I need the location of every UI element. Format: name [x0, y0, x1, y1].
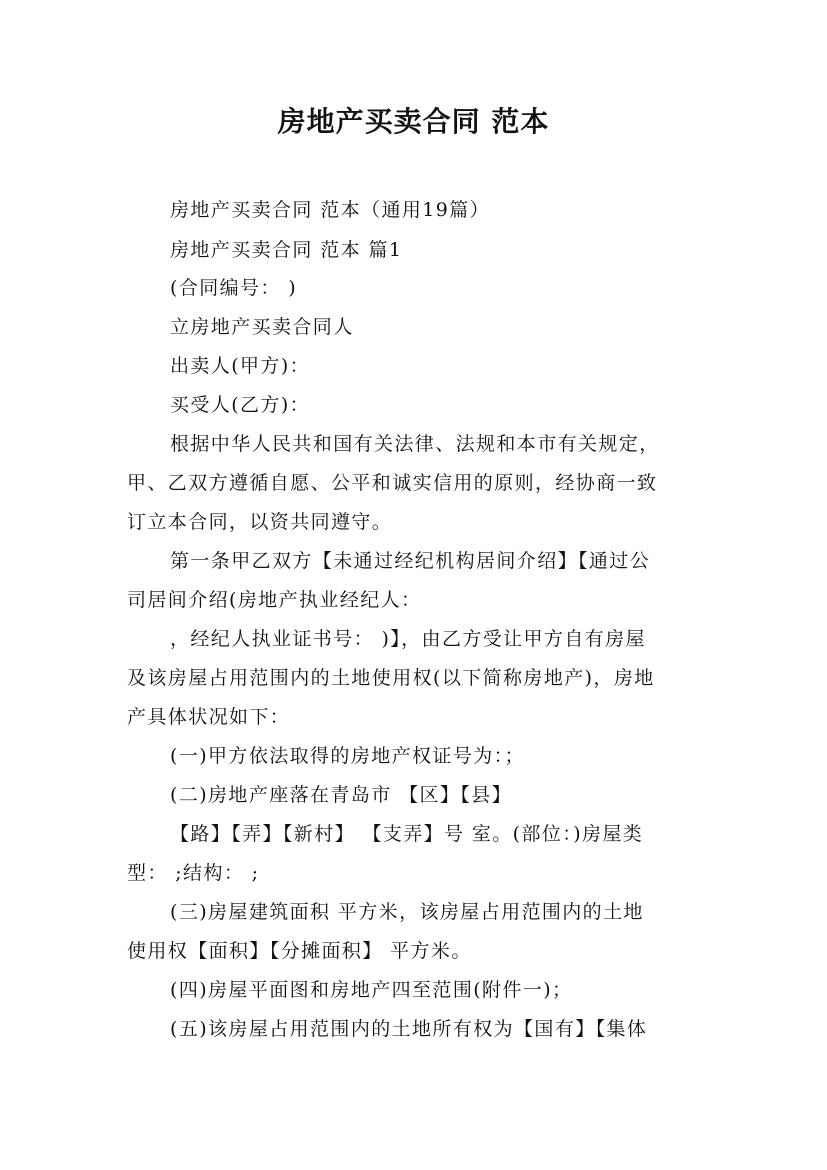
parties-heading: 立房地产买卖合同人 — [170, 316, 354, 338]
clause-line: 使用权【面积】【分摊面积】 平方米。 — [127, 940, 472, 962]
section-heading: 房地产买卖合同 范本 篇1 — [170, 239, 403, 261]
clause-line: 型： ;结构： ; — [127, 862, 260, 884]
paragraph-line: ，经纪人执业证书号： )】，由乙方受让甲方自有房屋 — [170, 628, 646, 650]
clause-line: (四)房屋平面图和房地产四至范围(附件一)； — [170, 979, 573, 1001]
clause-line: 【路】【弄】【新村】 【支弄】号 室。(部位：)房屋类 — [170, 823, 644, 845]
clause-line: (二)房地产座落在青岛市 【区】【县】 — [170, 784, 512, 806]
subtitle-line: 房地产买卖合同 范本（通用19篇） — [170, 199, 491, 221]
paragraph-line: 产具体状况如下： — [127, 706, 291, 728]
clause-line: (三)房屋建筑面积 平方米，该房屋占用范围内的土地 — [170, 901, 644, 923]
paragraph-line: 第一条甲乙双方【未通过经纪机构居间介绍】【通过公 — [170, 550, 651, 572]
paragraph-line: 司居间介绍(房地产执业经纪人： — [127, 589, 422, 611]
buyer-line: 买受人(乙方)： — [170, 394, 311, 416]
paragraph-line: 订立本合同，以资共同遵守。 — [127, 511, 393, 533]
seller-line: 出卖人(甲方)： — [170, 355, 311, 377]
paragraph-line: 及该房屋占用范围内的土地使用权(以下简称房地产)，房地 — [127, 667, 655, 689]
paragraph-line: 根据中华人民共和国有关法律、法规和本市有关规定， — [170, 433, 660, 455]
contract-number-line: (合同编号： ) — [170, 277, 298, 299]
document-title: 房地产买卖合同 范本 — [277, 105, 550, 138]
clause-line: (一)甲方依法取得的房地产权证号为：； — [170, 745, 525, 767]
clause-line: (五)该房屋占用范围内的土地所有权为【国有】【集体 — [170, 1018, 648, 1040]
paragraph-line: 甲、乙双方遵循自愿、公平和诚实信用的原则，经协商一致 — [127, 472, 658, 494]
